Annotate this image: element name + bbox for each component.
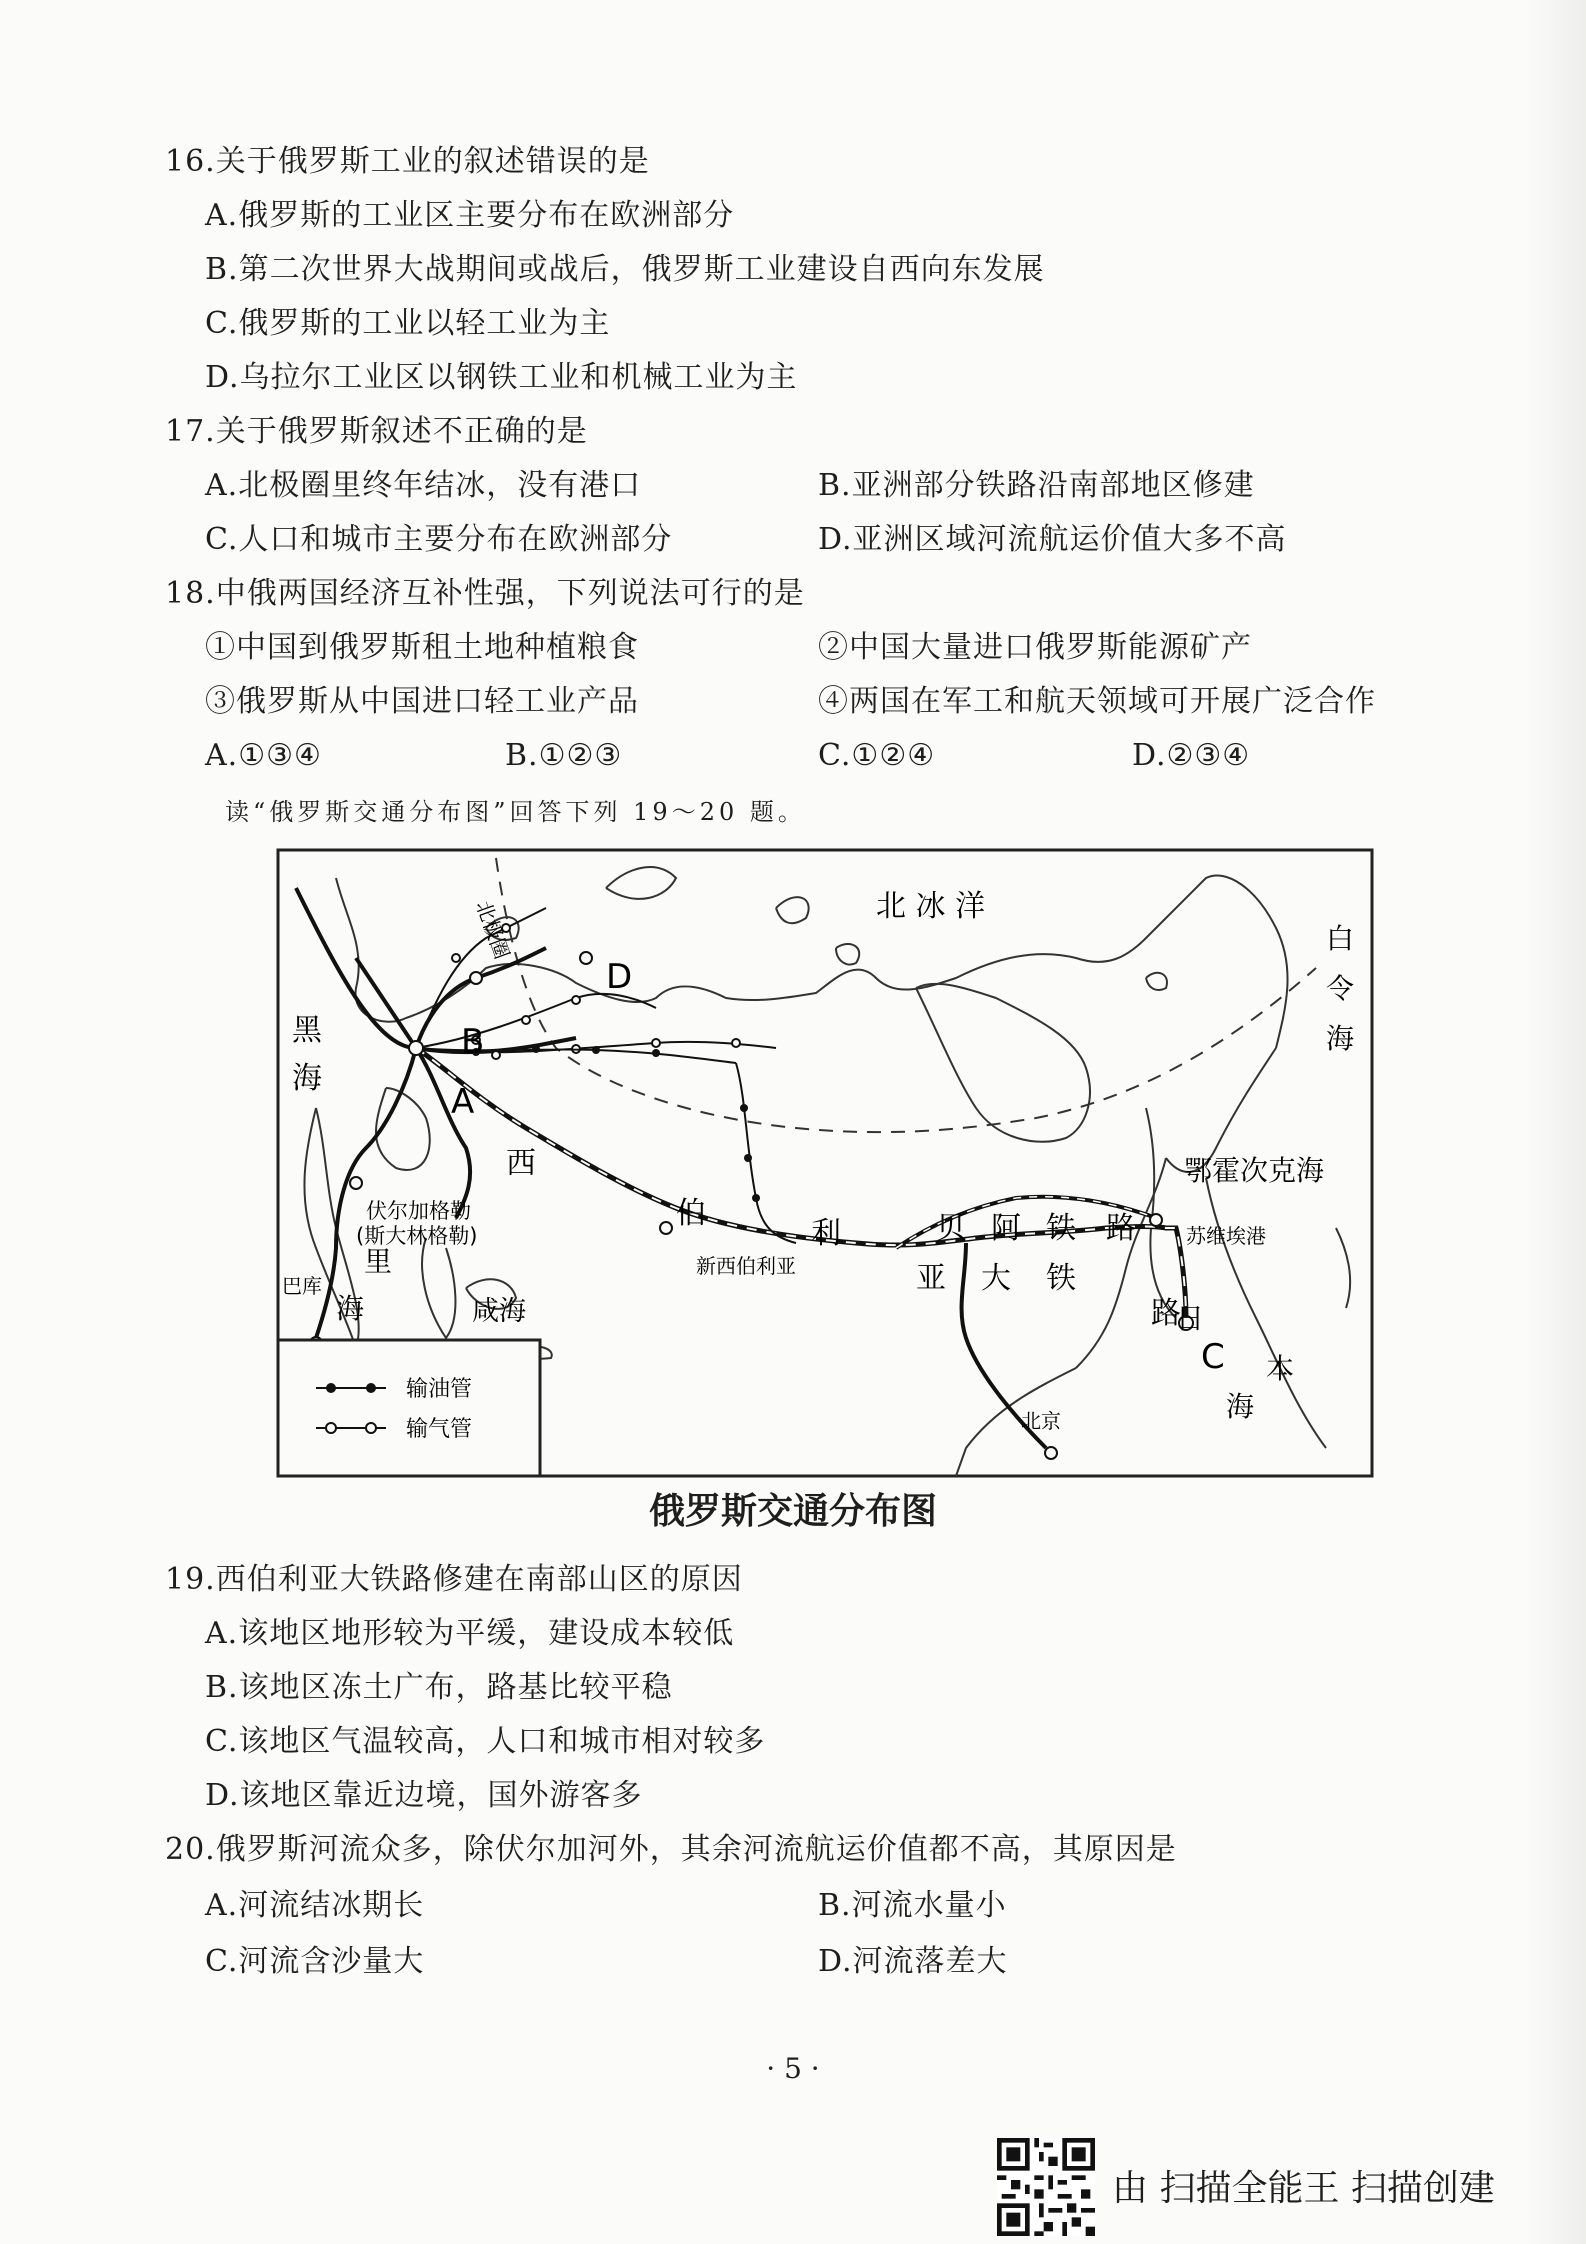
baikal-amur-label-2: 阿 [991, 1211, 1021, 1246]
trans-siberian-label-5: 大 [981, 1261, 1011, 1296]
caspian-sea-label-2: 海 [336, 1292, 365, 1325]
arctic-circle-label: 北极圈 [471, 897, 515, 963]
bering-sea-label-2: 令 [1326, 972, 1355, 1005]
legend-oil-label: 输油管 [406, 1377, 473, 1402]
q18-option-c: C.①②④ [818, 738, 936, 773]
q16-option-c: C.俄罗斯的工业以轻工业为主 [205, 306, 611, 341]
baikal-amur-label-4: 路 [1106, 1211, 1136, 1246]
q17-stem: 17.关于俄罗斯叙述不正确的是 [165, 414, 588, 449]
trans-siberian-label-1: 西 [506, 1146, 536, 1181]
caspian-sea-label-1: 里 [364, 1245, 393, 1278]
q18-statement-2: ②中国大量进口俄罗斯能源矿产 [818, 630, 1252, 665]
q16-option-a: A.俄罗斯的工业区主要分布在欧洲部分 [205, 198, 735, 233]
trans-siberian-label-3: 利 [811, 1216, 841, 1251]
okhotsk-sea-label: 鄂霍次克海 [1184, 1154, 1325, 1187]
baku-label: 巴库 [282, 1274, 322, 1298]
q18-option-a: A.①③④ [205, 738, 322, 773]
q19-option-b: B.该地区冻土广布，路基比较平稳 [205, 1670, 673, 1705]
page-number: · 5 · [766, 2052, 820, 2085]
point-b-label: B [461, 1022, 485, 1062]
q18-statement-1: ①中国到俄罗斯租土地种植粮食 [205, 630, 639, 665]
volgograd-label: 伏尔加格勒 [366, 1199, 471, 1223]
q19-option-d: D.该地区靠近边境，国外游客多 [205, 1778, 643, 1813]
q18-statement-3: ③俄罗斯从中国进口轻工业产品 [205, 684, 639, 719]
q19-option-a: A.该地区地形较为平缓，建设成本较低 [205, 1616, 735, 1651]
q20-option-a: A.河流结冰期长 [205, 1888, 425, 1923]
legend-box [278, 1340, 540, 1476]
japan-sea-label-1: 日 [1176, 1302, 1205, 1335]
q17-option-a: A.北极圈里终年结冰，没有港口 [205, 468, 642, 503]
xian-hai-label: 咸海 [472, 1296, 526, 1327]
q17-option-d: D.亚洲区域河流航运价值大多不高 [818, 522, 1287, 557]
point-a-label: A [451, 1082, 475, 1122]
japan-sea-label-2: 本 [1266, 1352, 1295, 1385]
q17-option-b: B.亚洲部分铁路沿南部地区修建 [818, 468, 1255, 503]
point-c-label: C [1201, 1337, 1225, 1377]
q20-option-d: D.河流落差大 [818, 1944, 1008, 1979]
q20-option-b: B.河流水量小 [818, 1888, 1007, 1923]
novosibirsk-label: 新西伯利亚 [696, 1254, 796, 1278]
q16-option-b: B.第二次世界大战期间或战后，俄罗斯工业建设自西向东发展 [205, 252, 1045, 287]
trans-siberian-label-6: 铁 [1046, 1261, 1076, 1296]
scanner-watermark: 由 扫描全能王 扫描创建 [1112, 2168, 1495, 2209]
trans-siberian-label-4: 亚 [916, 1261, 946, 1296]
beijing-label: 北京 [1021, 1409, 1061, 1433]
bering-sea-label-3: 海 [1326, 1022, 1355, 1055]
q17-option-c: C.人口和城市主要分布在欧洲部分 [205, 522, 673, 557]
russia-transport-map [276, 848, 1374, 1478]
q18-option-b: B.①②③ [505, 738, 623, 773]
q19-stem: 19.西伯利亚大铁路修建在南部山区的原因 [165, 1562, 743, 1597]
q18-statement-4: ④两国在军工和航天领域可开展广泛合作 [818, 684, 1376, 719]
q18-option-d: D.②③④ [1132, 738, 1251, 773]
trans-siberian-label-7: 路 [1151, 1296, 1181, 1331]
bering-sea-label-1: 白 [1326, 922, 1355, 955]
baikal-amur-label-3: 铁 [1046, 1211, 1076, 1246]
map-intro-text: 读“俄罗斯交通分布图”回答下列 19～20 题。 [225, 798, 806, 826]
map-title: 俄罗斯交通分布图 [648, 1491, 937, 1532]
q16-stem: 16.关于俄罗斯工业的叙述错误的是 [165, 144, 650, 179]
baikal-amur-label-1: 贝 [936, 1211, 966, 1246]
black-sea-label-2: 海 [292, 1061, 322, 1096]
q20-option-c: C.河流含沙量大 [205, 1944, 425, 1979]
stalingrad-label: (斯大林格勒) [356, 1224, 478, 1248]
sovetskaya-gavan-label: 苏维埃港 [1186, 1224, 1266, 1248]
q19-option-c: C.该地区气温较高，人口和城市相对较多 [205, 1724, 766, 1759]
japan-sea-label-3: 海 [1226, 1390, 1255, 1423]
page-edge-shadow [1526, 0, 1586, 2244]
trans-siberian-label-2: 伯 [676, 1196, 706, 1231]
map-svg [276, 848, 1374, 1478]
black-sea-label-1: 黑 [292, 1013, 322, 1048]
arctic-ocean-label: 北 冰 洋 [876, 889, 986, 924]
point-d-label: D [606, 957, 633, 997]
q18-stem: 18.中俄两国经济互补性强，下列说法可行的是 [165, 576, 805, 611]
q20-stem: 20.俄罗斯河流众多，除伏尔加河外，其余河流航运价值都不高，其原因是 [165, 1832, 1177, 1867]
qr-code-icon [997, 2138, 1095, 2236]
legend-gas-label: 输气管 [406, 1417, 473, 1442]
q16-option-d: D.乌拉尔工业区以钢铁工业和机械工业为主 [205, 360, 798, 395]
